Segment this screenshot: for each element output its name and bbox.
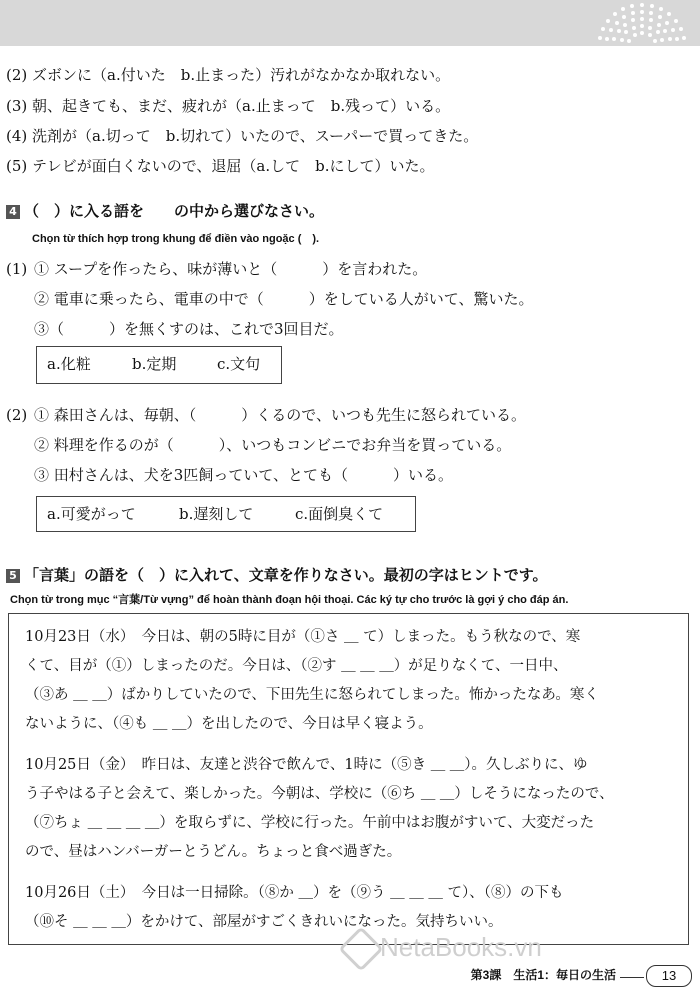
watermark-text: NetaBooks.vn	[380, 932, 542, 962]
decorative-dot	[621, 7, 625, 11]
choice-c: c.文句	[217, 355, 261, 373]
decorative-dot	[656, 30, 660, 34]
decorative-dot	[649, 18, 653, 22]
footer-chapter: 第3課 生活1：毎日の生活	[470, 968, 616, 982]
decorative-dot	[622, 15, 626, 19]
item-number: (3)	[6, 97, 28, 115]
question-number: (2)	[6, 406, 28, 424]
instruction-vi: Chọn từ thích hợp trong khung để điền vào ngoặc ( ).	[32, 233, 320, 245]
choice-b: b.定期	[132, 355, 177, 373]
question-text: ③ 田村さんは、犬を3匹飼っていて、とても（ ）いる。	[34, 466, 454, 484]
diary-line: くて、目が（①）しまったのだ。今日は、（②す ＿ ＿ ＿）が足りなくて、一日中、	[25, 658, 568, 674]
choice-box	[36, 496, 416, 532]
decorative-dot	[630, 4, 634, 8]
decorative-dot	[659, 7, 663, 11]
item-text: 朝、起きても、まだ、疲れが（a.止まって b.残って）いる。	[32, 97, 451, 115]
decorative-dot	[615, 21, 619, 25]
section-badge: 5	[6, 569, 20, 583]
decorative-dot	[640, 17, 644, 21]
diary-line: ので、昼はハンバーガーとうどん。ちょっと食べ過ぎた。	[25, 844, 402, 860]
decorative-dot	[674, 19, 678, 23]
decorative-dot	[640, 3, 644, 7]
choice-b: b.遅刻して	[179, 505, 254, 523]
section-title: （ ）に入る語を の中から選びなさい。	[24, 202, 325, 220]
section-badge: 4	[6, 205, 20, 219]
decorative-dot	[605, 37, 609, 41]
diary-line: 10月23日（水） 今日は、朝の5時に目が（①さ ＿ て）しまった。もう秋なので、寒	[25, 629, 581, 645]
item-number: (2)	[6, 66, 28, 84]
section-5-heading	[6, 564, 548, 586]
decorative-dot	[675, 37, 679, 41]
decorative-dot	[663, 29, 667, 33]
item-text: テレビが面白くないので、退屈（a.して b.にして）いた。	[32, 157, 435, 175]
question-text: ③（ ）を無くすのは、これで3回目だ。	[34, 320, 344, 338]
diary-line: （⑩そ ＿ ＿ ＿）をかけて、部屋がすごくきれいになった。気持ちいい。	[25, 914, 503, 930]
decorative-dot	[612, 37, 616, 41]
item-text: ズボンに（a.付いた b.止まった）汚れがなかなか取れない。	[32, 66, 451, 84]
question-text: ① スープを作ったら、味が薄いと（ ）を言われた。	[34, 260, 428, 278]
decorative-dot	[667, 12, 671, 16]
decorative-dot	[606, 19, 610, 23]
decorative-dot	[657, 23, 661, 27]
decorative-dot	[631, 11, 635, 15]
decorative-dot	[625, 46, 629, 50]
decorative-dot	[640, 31, 644, 35]
footer-divider	[620, 977, 644, 978]
decorative-dot	[648, 26, 652, 30]
decorative-dot	[633, 33, 637, 37]
diary-line: （③あ ＿ ＿）ばかりしていたので、下田先生に怒られてしまった。怖かったなあ。寒く	[25, 687, 599, 703]
decorative-dot	[662, 46, 666, 50]
decorative-dot	[601, 27, 605, 31]
decorative-dot	[620, 38, 624, 42]
diary-line: 10月26日（土） 今日は一日掃除。（⑧か ＿）を（⑨う ＿ ＿ ＿ て）、（⑧）の下も	[25, 885, 564, 901]
decorative-dot	[640, 24, 644, 28]
decorative-dot	[618, 46, 622, 50]
decorative-dot	[613, 12, 617, 16]
decorative-dot	[597, 46, 601, 50]
decorative-dots-icon	[594, 4, 690, 44]
diary-line: 10月25日（金） 昨日は、友達と渋谷で飲んで、1時に（⑤き ＿ ＿）。久しぶりに、ゆ	[25, 757, 588, 773]
section-title: 「言葉」の語を（ ）に入れて、文章を作りなさい。最初の字はヒントです。	[24, 566, 548, 584]
decorative-dot	[632, 26, 636, 30]
decorative-dot	[631, 18, 635, 22]
decorative-dot	[676, 46, 680, 50]
choice-a: a.可愛がって	[47, 505, 136, 523]
question-number: (1)	[6, 260, 28, 278]
decorative-dot	[648, 33, 652, 37]
decorative-dot	[660, 38, 664, 42]
decorative-dot	[623, 23, 627, 27]
decorative-dot	[604, 46, 608, 50]
decorative-dot	[609, 28, 613, 32]
decorative-dot	[624, 30, 628, 34]
decorative-dot	[640, 10, 644, 14]
decorative-dot	[665, 21, 669, 25]
decorative-dot	[653, 39, 657, 43]
decorative-dot	[650, 4, 654, 8]
item-text: 洗剤が（a.切って b.切れて）いたので、スーパーで買ってきた。	[32, 127, 479, 145]
decorative-dot	[679, 27, 683, 31]
decorative-dot	[671, 28, 675, 32]
decorative-dot	[669, 46, 673, 50]
diary-line: ないように、（④も ＿ ＿）を出したので、今日は早く寝よう。	[25, 716, 433, 732]
decorative-dot	[668, 37, 672, 41]
question-text: ② 料理を作るのが（ ）、いつもコンビニでお弁当を買っている。	[34, 436, 512, 454]
decorative-dot	[598, 36, 602, 40]
choice-c: c.面倒臭くて	[295, 505, 384, 523]
question-text: ① 森田さんは、毎朝、（ ）くるので、いつも先生に怒られている。	[34, 406, 526, 424]
decorative-dot	[649, 11, 653, 15]
item-number: (4)	[6, 127, 28, 145]
decorative-dot	[683, 46, 687, 50]
decorative-dot	[627, 39, 631, 43]
page-number: 13	[646, 965, 692, 987]
decorative-dot	[611, 46, 615, 50]
decorative-dot	[617, 29, 621, 33]
choice-a: a.化粧	[47, 355, 91, 373]
section-4-heading	[6, 200, 324, 222]
question-text: ② 電車に乗ったら、電車の中で（ ）をしている人がいて、驚いた。	[34, 290, 534, 308]
diary-box	[8, 613, 689, 945]
instruction-vi: Chọn từ trong mục “言葉/Từ vựng” để hoàn thành đoạn hội thoại. Các ký tự cho trước là gợi ý cho đáp án.	[10, 594, 569, 606]
decorative-dot	[658, 15, 662, 19]
decorative-dot	[655, 46, 659, 50]
item-number: (5)	[6, 157, 28, 175]
diary-line: う子やはる子と会えて、楽しかった。今朝は、学校に（⑥ち ＿ ＿）しそうになったので、	[25, 786, 614, 802]
diary-line: （⑦ちょ ＿ ＿ ＿ ＿）を取らずに、学校に行った。午前中はお腹がすいて、大変だった	[25, 815, 595, 831]
choice-box	[36, 346, 282, 384]
decorative-dot	[682, 36, 686, 40]
